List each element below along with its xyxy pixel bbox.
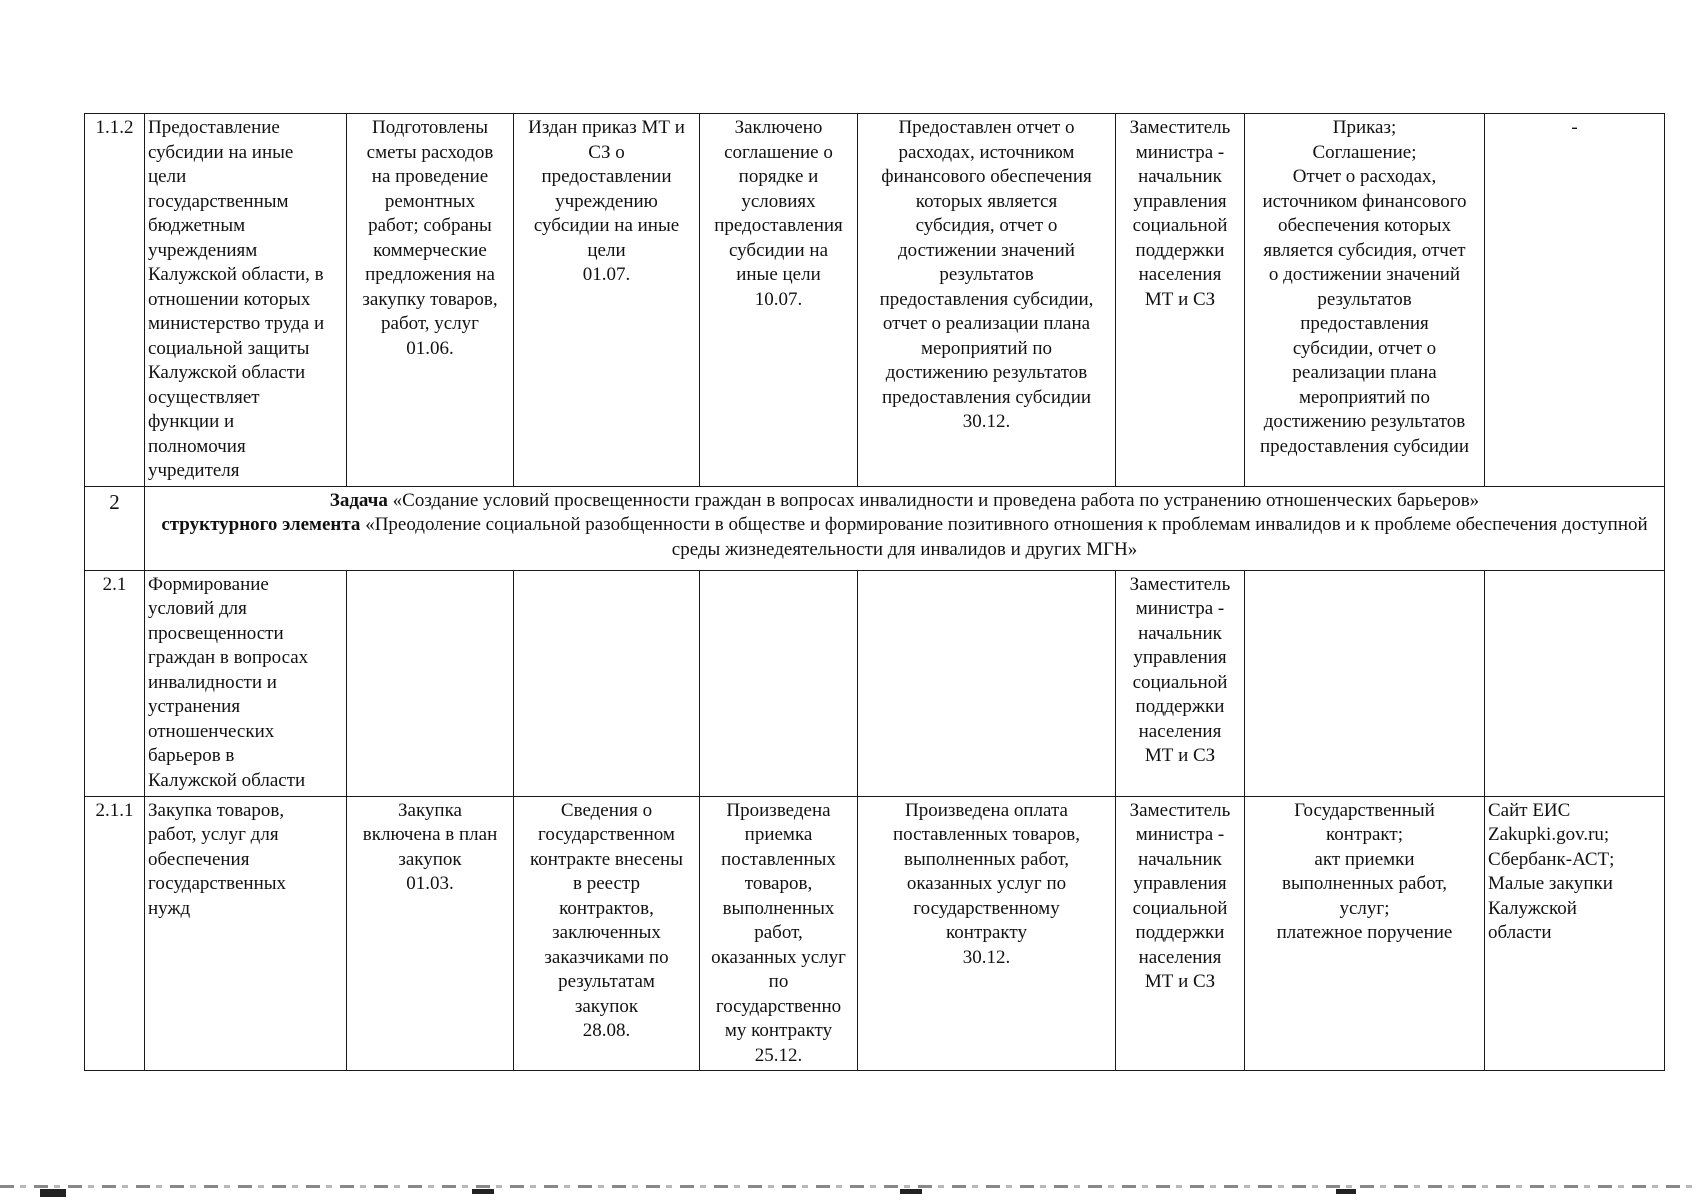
table-row <box>85 114 1665 487</box>
control-point-3-cell: Заключено соглашение о порядке и условиях предоставления субсидии на иные цели 10.07. <box>700 114 858 487</box>
info-system-cell <box>1485 570 1665 796</box>
documents-cell <box>1245 570 1485 796</box>
plan-table <box>84 113 1665 1071</box>
row-number: 2.1 <box>85 570 145 796</box>
task-label: Задача <box>329 489 388 511</box>
responsible-cell: Заместитель министра - начальник управления социальной поддержки населения МТ и СЗ <box>1116 114 1245 487</box>
table-row <box>85 570 1665 796</box>
result-cell: Предоставлен отчет о расходах, источником финансового обеспечения которых является субсидия, отчет о достижении значений результатов предоставления субсидии, отчет о реализации плана мероприятий по достижению результатов предоставления субсидии 30.12. <box>858 114 1116 487</box>
element-text: «Преодоление социальной разобщенности в обществе и формирование позитивного отношения к проблемам инвалидов и к проблеме обеспечения доступной среды жизнедеятельности для инвалидов и других МГН» <box>360 514 1648 560</box>
scan-artifact-mark <box>40 1189 66 1197</box>
row-number: 1.1.2 <box>85 114 145 487</box>
row-number: 2 <box>85 486 145 570</box>
task-heading <box>145 486 1665 570</box>
responsible-cell: Заместитель министра - начальник управления социальной поддержки населения МТ и СЗ <box>1116 570 1245 796</box>
scan-artifact-mark <box>900 1189 922 1194</box>
control-point-3-cell: Произведена приемка поставленных товаров, выполненных работ, оказанных услуг по государственно му контракту 25.12. <box>700 796 858 1071</box>
documents-cell: Государственный контракт; акт приемки выполненных работ, услуг; платежное поручение <box>1245 796 1485 1071</box>
event-name-cell: Предоставление субсидии на иные цели государственным бюджетным учреждениям Калужской области, в отношении которых министерство труда и социальной защиты Калужской области осуществляет функции и полномочия учредителя <box>145 114 347 487</box>
control-point-2-cell: Издан приказ МТ и СЗ о предоставлении учреждению субсидии на иные цели 01.07. <box>514 114 700 487</box>
scan-artifact-mark <box>472 1189 494 1194</box>
row-number: 2.1.1 <box>85 796 145 1071</box>
documents-cell: Приказ; Соглашение; Отчет о расходах, источником финансового обеспечения которых является субсидия, отчет о достижении значений результатов предоставления субсидии, отчет о реализации плана мероприятий по достижению результатов предоставления субсидии <box>1245 114 1485 487</box>
task-text: «Создание условий просвещенности граждан в вопросах инвалидности и проведена работа по устранению отношенческих барьеров» <box>387 489 1480 511</box>
scan-artifact-mark <box>1336 1189 1356 1194</box>
result-cell <box>858 570 1116 796</box>
control-point-2-cell <box>514 570 700 796</box>
table-row <box>85 796 1665 1071</box>
event-name-cell: Закупка товаров, работ, услуг для обеспечения государственных нужд <box>145 796 347 1071</box>
control-point-1-cell <box>347 570 514 796</box>
scan-artifact-line <box>0 1185 1697 1188</box>
control-point-1-cell: Закупка включена в план закупок 01.03. <box>347 796 514 1071</box>
event-name-cell: Формирование условий для просвещенности граждан в вопросах инвалидности и устранения отношенческих барьеров в Калужской области <box>145 570 347 796</box>
responsible-cell: Заместитель министра - начальник управления социальной поддержки населения МТ и СЗ <box>1116 796 1245 1071</box>
element-label: структурного элемента <box>161 514 361 535</box>
control-point-1-cell: Подготовлены сметы расходов на проведение ремонтных работ; собраны коммерческие предложения на закупку товаров, работ, услуг 01.06. <box>347 114 514 487</box>
info-system-cell: - <box>1485 114 1665 487</box>
control-point-3-cell <box>700 570 858 796</box>
task-row <box>85 486 1665 570</box>
result-cell: Произведена оплата поставленных товаров, выполненных работ, оказанных услуг по государственному контракту 30.12. <box>858 796 1116 1071</box>
info-system-cell: Сайт ЕИС Zakupki.gov.ru; Сбербанк-АСТ; Малые закупки Калужской области <box>1485 796 1665 1071</box>
control-point-2-cell: Сведения о государственном контракте внесены в реестр контрактов, заключенных заказчиками по результатам закупок 28.08. <box>514 796 700 1071</box>
